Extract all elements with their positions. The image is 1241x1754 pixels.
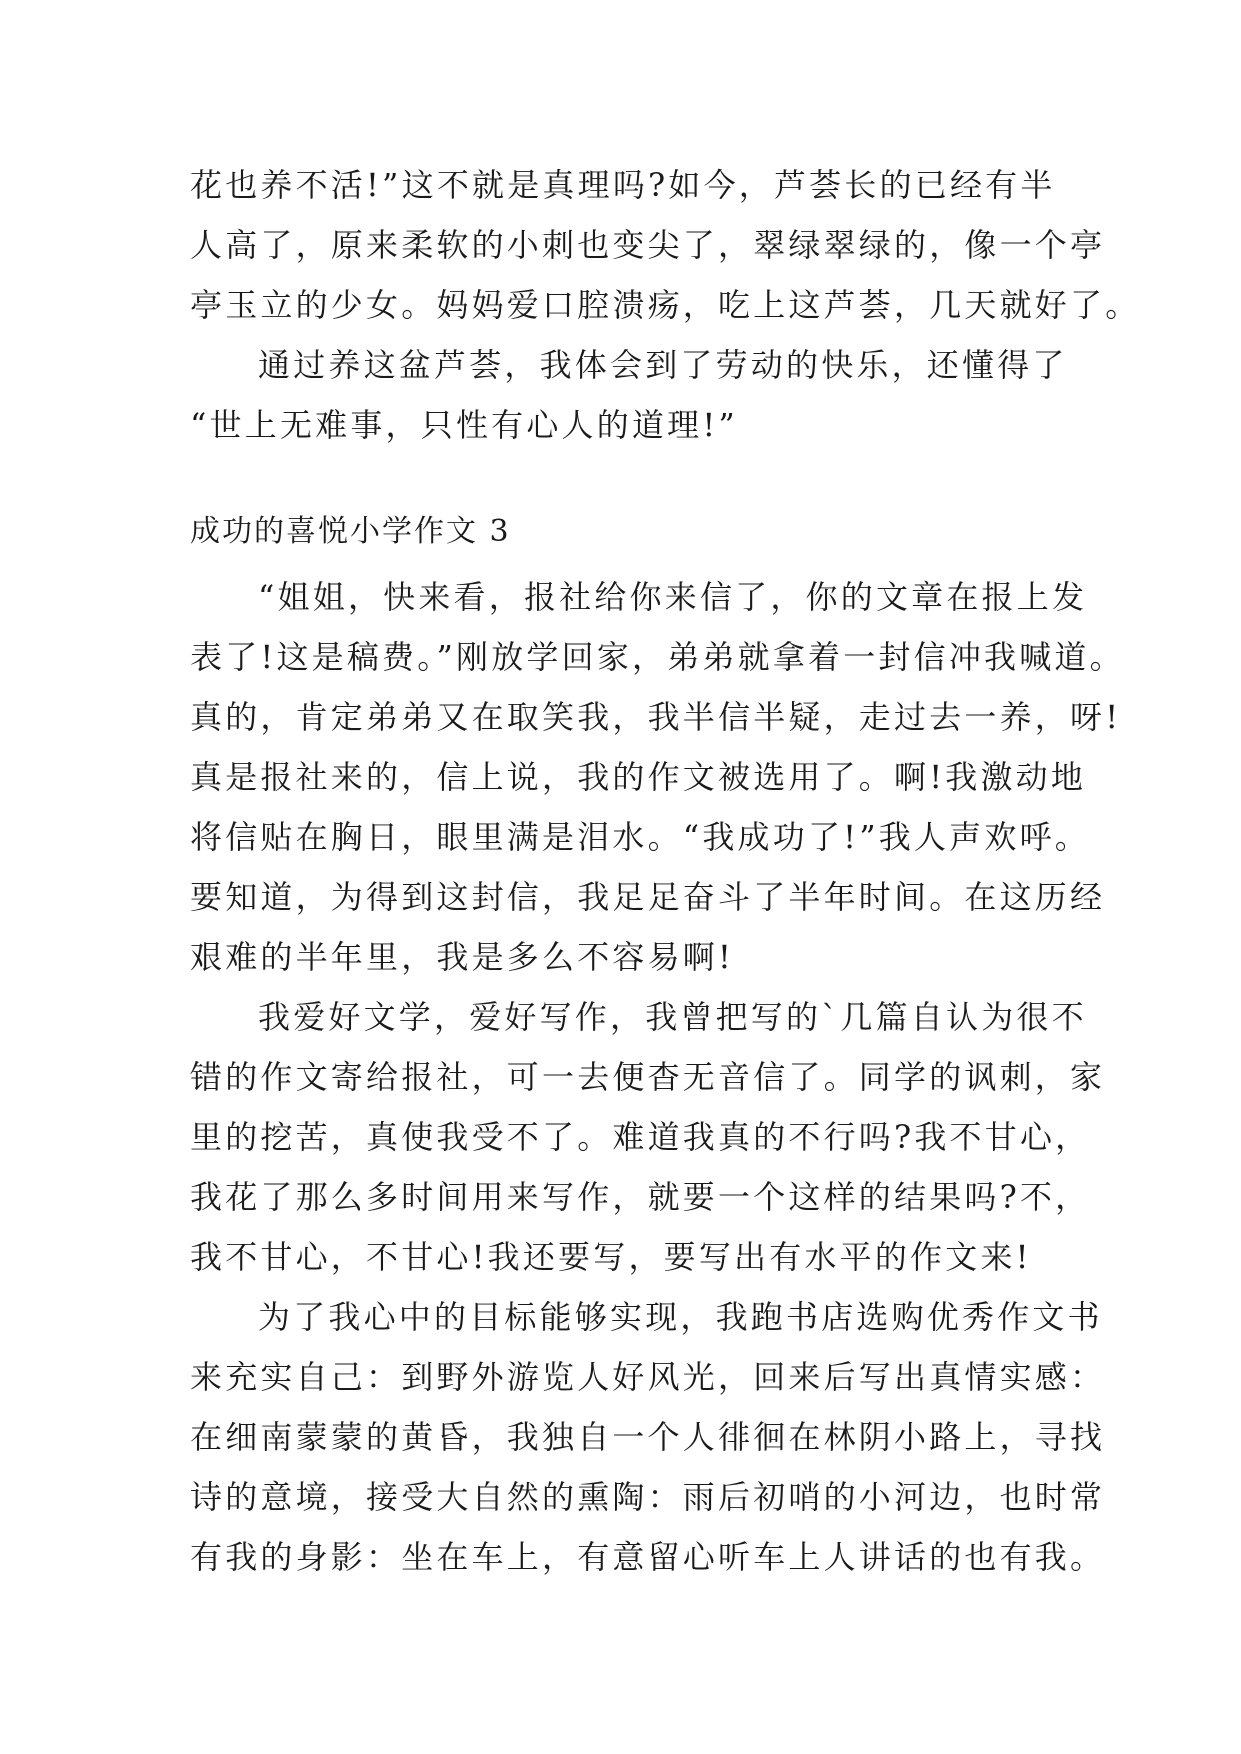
text-line: 我花了那么多时间用来写作，就要一个这样的结果吗?不， bbox=[190, 1178, 1091, 1216]
text-line: 将信贴在胸日，眼里满是泪水。“我成功了!”我人声欢呼。 bbox=[190, 818, 1090, 856]
text-line: “世上无难事，只性有心人的道理!” bbox=[190, 406, 738, 444]
text-line: 来充实自己：到野外游览人好风光，回来后写出真情实感： bbox=[190, 1358, 1106, 1396]
text-line: 有我的身影：坐在车上，有意留心听车上人讲话的也有我。 bbox=[190, 1538, 1106, 1576]
text-line: 真的，肯定弟弟又在取笑我，我半信半疑，走过去一养，呀! bbox=[190, 698, 1122, 736]
text-line: 我爱好文学，爱好写作，我曾把写的`几篇自认为很不 bbox=[258, 998, 1087, 1036]
text-line: 亭玉立的少女。妈妈爱口腔溃疡，吃上这芦荟，几天就好了。 bbox=[190, 286, 1141, 324]
essay-title: 成功的喜悦小学作文 3 bbox=[190, 514, 511, 549]
text-line: 花也养不活!”这不就是真理吗?如今，芦荟长的已经有半 bbox=[190, 166, 1056, 204]
text-line: 错的作文寄给报社，可一去便杳无音信了。同学的讽刺，家 bbox=[190, 1058, 1106, 1096]
text-line: 在细南蒙蒙的黄昏，我独自一个人徘徊在林阴小路上，寻找 bbox=[190, 1418, 1106, 1456]
text-line: “姐姐，快来看，报社给你来信了，你的文章在报上发 bbox=[258, 578, 1088, 616]
text-line: 表了!这是稿费。”刚放学回家，弟弟就拿着一封信冲我喊道。 bbox=[190, 638, 1125, 676]
paragraph-section-1 bbox=[190, 155, 1141, 455]
text-line: 我不甘心，不甘心!我还要写，要写出有水平的作文来! bbox=[190, 1238, 1032, 1276]
text-line: 诗的意境，接受大自然的熏陶：雨后初哨的小河边，也时常 bbox=[190, 1478, 1106, 1516]
text-line: 人高了，原来柔软的小刺也变尖了，翠绿翠绿的，像一个亭 bbox=[190, 226, 1106, 264]
text-line: 通过养这盆芦荟，我体会到了劳动的快乐，还懂得了 bbox=[258, 346, 1068, 384]
text-line: 里的挖苦，真使我受不了。难道我真的不行吗?我不甘心， bbox=[190, 1118, 1091, 1156]
text-line: 为了我心中的目标能够实现，我跑书店选购优秀作文书 bbox=[258, 1298, 1103, 1336]
text-line: 真是报社来的，信上说，我的作文被选用了。啊!我激动地 bbox=[190, 758, 1087, 796]
text-line: 艰难的半年里，我是多么不容易啊! bbox=[190, 938, 735, 976]
text-line: 要知道，为得到这封信，我足足奋斗了半年时间。在这历经 bbox=[190, 878, 1106, 916]
paragraph-section-2 bbox=[190, 567, 1125, 1587]
